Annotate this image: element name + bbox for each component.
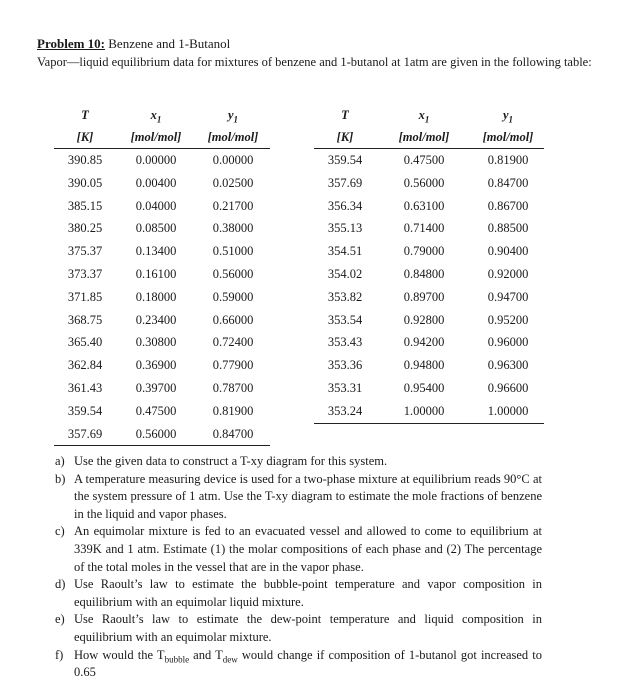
table-row: [54, 331, 270, 354]
table-cell: 368.75: [67, 312, 103, 327]
table-cell: 0.77900: [212, 358, 254, 373]
table-cell: 359.54: [327, 153, 363, 167]
table-cell: 0.81900: [212, 403, 254, 418]
table-cell: 0.79000: [403, 244, 445, 259]
table-row: [314, 172, 544, 195]
table-cell: 0.63100: [403, 198, 445, 213]
table-row: [314, 354, 544, 377]
table-row: [314, 400, 544, 423]
question-b: [55, 471, 542, 524]
table-row: [54, 195, 270, 218]
table-cell: 353.54: [327, 312, 363, 327]
table-row: [314, 331, 544, 354]
question-label: b): [55, 471, 66, 486]
header-symbol-row: [54, 105, 270, 125]
table-cell: 0.38000: [212, 221, 254, 236]
table-cell: 353.82: [327, 289, 363, 304]
table-row: [314, 240, 544, 263]
question-text: A temperature measuring device is used for a two-phase mixture at equilibrium reads 90°C at the system pressure of 1 atm. Use the T-xy diagram to estimate the mole fractions of benzene in the liquid and vapor phases.: [74, 471, 542, 521]
table-cell: 353.31: [327, 380, 363, 395]
table-row: [54, 149, 270, 172]
table-cell: 0.08500: [135, 221, 177, 236]
table-row: [54, 423, 270, 446]
table-cell: 362.84: [67, 358, 103, 373]
table-cell: 359.54: [67, 403, 103, 418]
temperature-header: T: [81, 108, 89, 122]
table-cell: 353.36: [327, 358, 363, 373]
question-label: c): [55, 524, 65, 539]
table-cell: 0.88500: [487, 221, 529, 236]
table-cell: 0.23400: [135, 312, 177, 327]
table-row: [314, 377, 544, 400]
question-list: [55, 453, 542, 682]
table-row: [314, 263, 544, 286]
table-cell: 0.39700: [135, 380, 177, 395]
problem-heading: [37, 35, 597, 53]
table-cell: 0.94800: [403, 358, 445, 373]
table-cell: 0.78700: [212, 380, 254, 395]
question-text: An equimolar mixture is fed to an evacuated vessel and allowed to come to equilibrium at 339K and 1 atm. Estimate (1) the molar compositions of each phase and (2) The percentage of the total moles in the vessel that are in the vapor phase.: [74, 524, 542, 574]
table-cell: 0.81900: [487, 153, 529, 167]
table-cell: 373.37: [67, 266, 103, 281]
x1-header: $x_1$: [418, 108, 430, 125]
table-cell: 0.84700: [487, 175, 529, 190]
table-cell: 0.92800: [403, 312, 445, 327]
table-cell: 380.25: [67, 221, 103, 236]
table-cell: 353.43: [327, 335, 363, 350]
table-cell: 365.40: [67, 335, 103, 350]
table-row: [54, 400, 270, 423]
question-e: [55, 611, 542, 646]
question-text: Use the given data to construct a T-xy diagram for this system.: [74, 454, 388, 468]
vle-table-right: [314, 105, 544, 424]
table-cell: 0.59000: [212, 289, 254, 304]
question-a: [55, 453, 542, 471]
table-cell: 0.95200: [487, 312, 529, 327]
table-cell: 390.05: [67, 175, 103, 190]
question-text: Use Raoult’s law to estimate the bubble-point temperature and vapor composition in equilibrium with an equimolar liquid mixture.: [74, 577, 542, 609]
table-cell: 0.96600: [487, 380, 529, 395]
table-cell: 0.96000: [487, 335, 529, 350]
table-cell: 0.36900: [135, 358, 177, 373]
question-text: Use Raoult’s law to estimate the dew-point temperature and liquid composition in equilibrium with an equimolar mixture.: [74, 612, 542, 644]
x1-unit: [mol/mol]: [376, 125, 472, 149]
table-cell: 1.00000: [472, 400, 544, 423]
question-label: d): [55, 577, 66, 592]
table-cell: 375.37: [67, 244, 103, 259]
table-row: [54, 240, 270, 263]
y1-header: $y_1$: [227, 108, 239, 125]
table-cell: 0.94700: [487, 289, 529, 304]
table-cell: 0.95400: [403, 380, 445, 395]
table-cell: 0.18000: [135, 289, 177, 304]
table-cell: 0.72400: [212, 335, 254, 350]
table-cell: 0.13400: [135, 244, 177, 259]
table-cell: 354.02: [327, 266, 363, 281]
header-symbol-row: [314, 105, 544, 125]
table-row: [314, 309, 544, 332]
table-cell: 0.96300: [487, 358, 529, 373]
problem-number: Problem 10:: [37, 36, 105, 51]
table-cell: 0.47500: [403, 153, 445, 167]
table-cell: 0.56000: [403, 175, 445, 190]
table-row: [54, 172, 270, 195]
table-cell: 0.04000: [135, 198, 177, 213]
table-cell: 361.43: [67, 380, 103, 395]
question-text: How would the $T_{bubble}$ and $T_{dew}$ would change if composition of 1-butanol got increased to 0.65: [74, 647, 542, 680]
table-cell: 390.85: [67, 153, 103, 167]
temperature-header: T: [341, 108, 349, 122]
table-cell: 0.86700: [487, 198, 529, 213]
y1-unit: [mol/mol]: [472, 125, 544, 149]
table-cell: 0.00000: [135, 153, 177, 167]
table-cell: 0.66000: [212, 312, 254, 327]
y1-unit: [mol/mol]: [196, 125, 270, 149]
table-cell: 357.69: [54, 423, 116, 446]
table-cell: 0.00400: [135, 175, 177, 190]
table-cell: 0.71400: [403, 221, 445, 236]
header-unit-row: [54, 125, 270, 149]
table-row: [314, 217, 544, 240]
table-cell: 385.15: [67, 198, 103, 213]
table-row: [54, 263, 270, 286]
x1-header: $x_1$: [150, 108, 162, 125]
table-cell: 0.30800: [135, 335, 177, 350]
table-cell: 355.13: [327, 221, 363, 236]
table-row: [54, 286, 270, 309]
x1-unit: [mol/mol]: [116, 125, 196, 149]
temperature-unit: [K]: [54, 125, 116, 149]
table-row: [54, 354, 270, 377]
table-cell: 0.16100: [135, 266, 177, 281]
y1-header: $y_1$: [502, 108, 514, 125]
table-cell: 0.51000: [212, 244, 254, 259]
problem-subject: Benzene and 1-Butanol: [108, 36, 231, 51]
table-row: [314, 195, 544, 218]
table-row: [54, 217, 270, 240]
question-c: [55, 523, 542, 576]
header-unit-row: [314, 125, 544, 149]
table-cell: 0.94200: [403, 335, 445, 350]
table-row: [314, 286, 544, 309]
table-row: [54, 377, 270, 400]
table-cell: 0.92000: [487, 266, 529, 281]
question-label: f): [55, 647, 64, 662]
table-cell: 0.47500: [135, 403, 177, 418]
table-cell: 353.24: [314, 400, 376, 423]
table-cell: 0.56000: [212, 266, 254, 281]
table-cell: 354.51: [327, 244, 363, 259]
question-label: e): [55, 612, 65, 627]
table-cell: 1.00000: [376, 400, 472, 423]
table-cell: 0.00000: [212, 153, 254, 167]
table-cell: 0.89700: [403, 289, 445, 304]
table-cell: 0.90400: [487, 244, 529, 259]
question-f: [55, 647, 542, 682]
table-cell: 0.84700: [196, 423, 270, 446]
question-d: [55, 576, 542, 611]
table-row: [314, 149, 544, 172]
table-cell: 371.85: [67, 289, 103, 304]
table-row: [54, 309, 270, 332]
temperature-unit: [K]: [314, 125, 376, 149]
table-cell: 356.34: [327, 198, 363, 213]
problem-intro: Vapor—liquid equilibrium data for mixtures of benzene and 1-butanol at 1atm are given in the following table:: [37, 55, 592, 69]
table-cell: 0.21700: [212, 198, 254, 213]
table-cell: 0.56000: [116, 423, 196, 446]
table-cell: 0.84800: [403, 266, 445, 281]
table-cell: 357.69: [327, 175, 363, 190]
vle-table-left: [54, 105, 270, 446]
table-cell: 0.02500: [212, 175, 254, 190]
question-label: a): [55, 454, 65, 468]
